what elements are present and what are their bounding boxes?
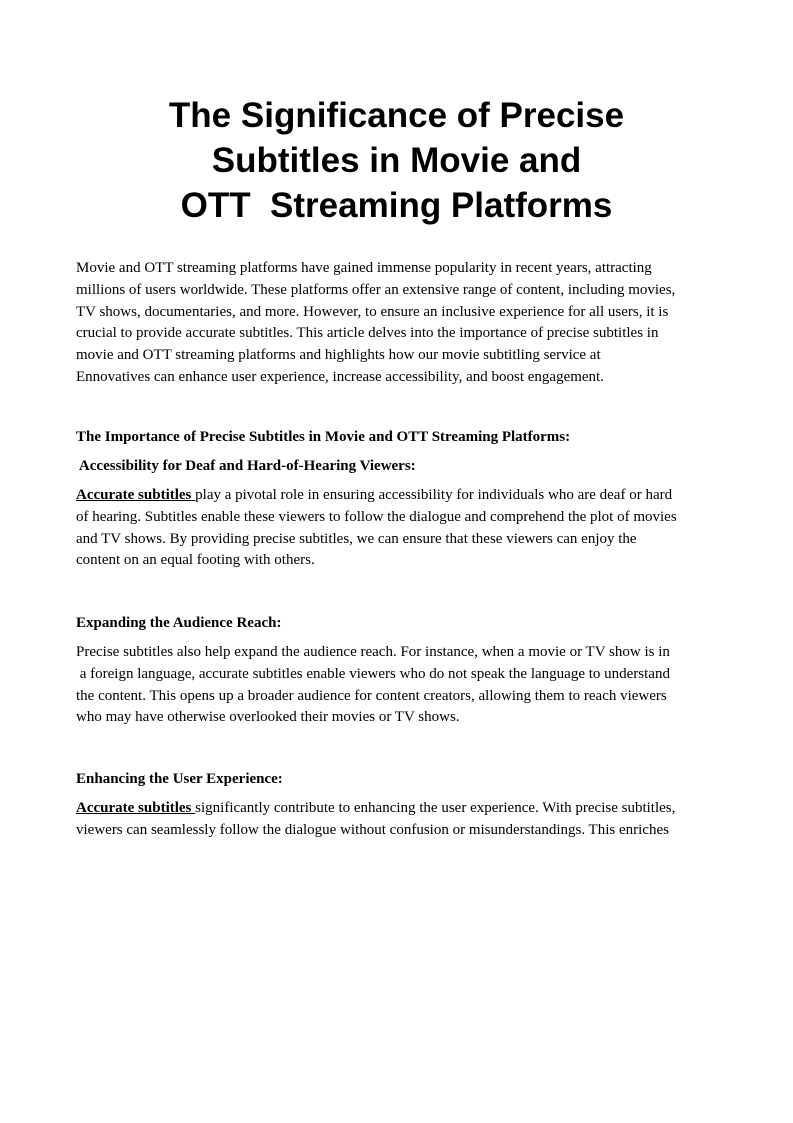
title-line-3: OTT Streaming Platforms: [180, 186, 613, 225]
accessibility-first-line-text: play a pivotal role in ensuring accessibility for individuals who are deaf or hard: [195, 487, 673, 503]
audience-line: the content. This opens up a broader audience for content creators, allowing them to reach viewers: [76, 687, 667, 704]
audience-line: Precise subtitles also help expand the audience reach. For instance, when a movie or TV show is in: [76, 644, 670, 660]
experience-paragraph: [76, 798, 726, 842]
title-line-2: Subtitles in Movie and: [211, 141, 582, 180]
audience-heading: Expanding the Audience Reach:: [76, 615, 282, 631]
experience-first-line: [76, 798, 726, 820]
intro-line: TV shows, documentaries, and more. However, to ensure an inclusive experience for all users, it is: [76, 303, 669, 320]
importance-heading: The Importance of Precise Subtitles in Movie and OTT Streaming Platforms:: [76, 429, 571, 445]
intro-line: crucial to provide accurate subtitles. This article delves into the importance of precise subtitles in: [76, 325, 659, 342]
accessibility-line: content on an equal footing with others.: [76, 552, 315, 569]
experience-line: viewers can seamlessly follow the dialogue without confusion or misunderstandings. This enriches: [76, 821, 669, 838]
audience-line: a foreign language, accurate subtitles enable viewers who do not speak the language to understand: [76, 665, 670, 682]
accessibility-paragraph: [76, 485, 726, 572]
accurate-subtitles-link-2[interactable]: Accurate subtitles: [76, 800, 196, 816]
intro-paragraph: [76, 258, 726, 389]
title-line-1: The Significance of Precise: [168, 96, 625, 135]
audience-line: who may have otherwise overlooked their movies or TV shows.: [76, 709, 460, 726]
accessibility-heading: Accessibility for Deaf and Hard-of-Hearing Viewers:: [76, 458, 416, 474]
accessibility-line: of hearing. Subtitles enable these viewers to follow the dialogue and comprehend the plot of movies: [76, 508, 677, 525]
audience-paragraph: [76, 642, 726, 729]
page-title: [0, 93, 793, 228]
accurate-subtitles-link[interactable]: Accurate subtitles: [76, 487, 196, 503]
experience-heading: Enhancing the User Experience:: [76, 771, 283, 787]
intro-line: Ennovatives can enhance user experience, increase accessibility, and boost engagement.: [76, 368, 604, 385]
intro-line: movie and OTT streaming platforms and highlights how our movie subtitling service at: [76, 347, 601, 364]
accessibility-line: and TV shows. By providing precise subtitles, we can ensure that these viewers can enjoy the: [76, 530, 637, 547]
intro-line: millions of users worldwide. These platforms offer an extensive range of content, including movies,: [76, 281, 676, 298]
experience-first-line-text: significantly contribute to enhancing the user experience. With precise subtitles,: [195, 800, 676, 816]
accessibility-first-line: [76, 485, 726, 507]
intro-line: Movie and OTT streaming platforms have gained immense popularity in recent years, attracting: [76, 260, 652, 276]
